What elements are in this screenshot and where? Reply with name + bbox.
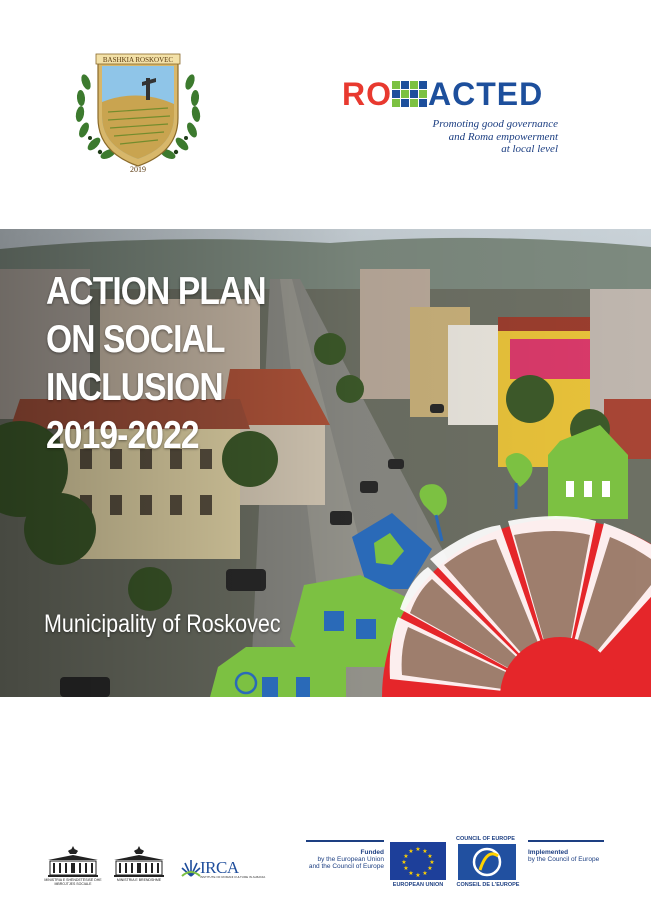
svg-text:★: ★	[427, 853, 433, 860]
cover-title	[46, 268, 302, 460]
partner-logos	[0, 820, 651, 900]
svg-text:★: ★	[403, 853, 409, 860]
hero-photo	[0, 229, 651, 697]
cover-subtitle: Municipality of Roskovec	[44, 610, 281, 638]
title-line-1: ACTION PLAN	[46, 270, 266, 313]
implemented-by-text	[528, 849, 608, 863]
title-line-4: 2019-2022	[46, 414, 199, 457]
funding-logos	[306, 836, 606, 896]
council-of-europe-icon	[458, 844, 516, 880]
ministry-2-caption: MINISTRIA E BRENDSHME	[116, 878, 162, 882]
svg-text:★: ★	[403, 865, 409, 872]
irca-name: IRCA	[200, 858, 239, 877]
title-line-2: ON SOCIAL	[46, 318, 225, 361]
coe-caption: CONSEIL DE L'EUROPE	[456, 882, 520, 888]
svg-text:★: ★	[408, 870, 414, 877]
svg-text:★: ★	[401, 859, 407, 866]
svg-text:★: ★	[427, 865, 433, 872]
ministry-building-icon	[110, 844, 168, 884]
crest-year: 2019	[130, 165, 146, 174]
divider	[306, 840, 384, 842]
coe-top-label: COUNCIL OF EUROPE	[456, 836, 515, 842]
municipality-crest-icon	[72, 48, 204, 176]
svg-text:★: ★	[415, 846, 421, 853]
implemented-line-2: by the Council of Europe	[528, 856, 600, 864]
svg-text:★: ★	[408, 848, 414, 855]
irca-logo-icon	[180, 858, 266, 880]
funded-line-2: by the European Union	[317, 856, 384, 864]
svg-text:★: ★	[422, 848, 428, 855]
funded-line-1: Funded	[360, 849, 384, 856]
tagline-line-2: and Roma empowerment	[448, 130, 558, 143]
ministry-1-caption: MINISTRIA E SHËNDETËSISË DHE MBROJTJES SOCIALE	[44, 878, 102, 886]
svg-text:★: ★	[422, 870, 428, 877]
title-line-3: INCLUSION	[46, 366, 223, 409]
svg-text:★: ★	[429, 859, 435, 866]
implemented-line-1: Implemented	[528, 849, 569, 856]
eu-flag-icon	[390, 842, 446, 880]
roma-m-icon	[392, 79, 428, 109]
ministry-building-icon	[44, 844, 102, 884]
romacted-tagline	[433, 118, 558, 156]
funded-by-text	[306, 849, 384, 871]
divider	[528, 840, 604, 842]
romacted-logo-icon	[342, 76, 562, 166]
funded-line-3: and the Council of Europe	[308, 863, 384, 871]
eu-caption: EUROPEAN UNION	[392, 882, 444, 888]
wordmark-ro: RO	[342, 76, 392, 112]
tagline-line-1: Promoting good governance	[432, 118, 558, 130]
tagline-line-3: at local level	[501, 143, 558, 155]
irca-caption: INSTITUTE OF ROMANI CULTURE IN ALBANIA	[200, 875, 266, 879]
wordmark-acted: ACTED	[428, 76, 544, 112]
crest-banner-text: BASHKIA ROSKOVEC	[102, 56, 174, 64]
svg-text:★: ★	[415, 872, 421, 879]
romacted-wordmark	[342, 76, 562, 112]
